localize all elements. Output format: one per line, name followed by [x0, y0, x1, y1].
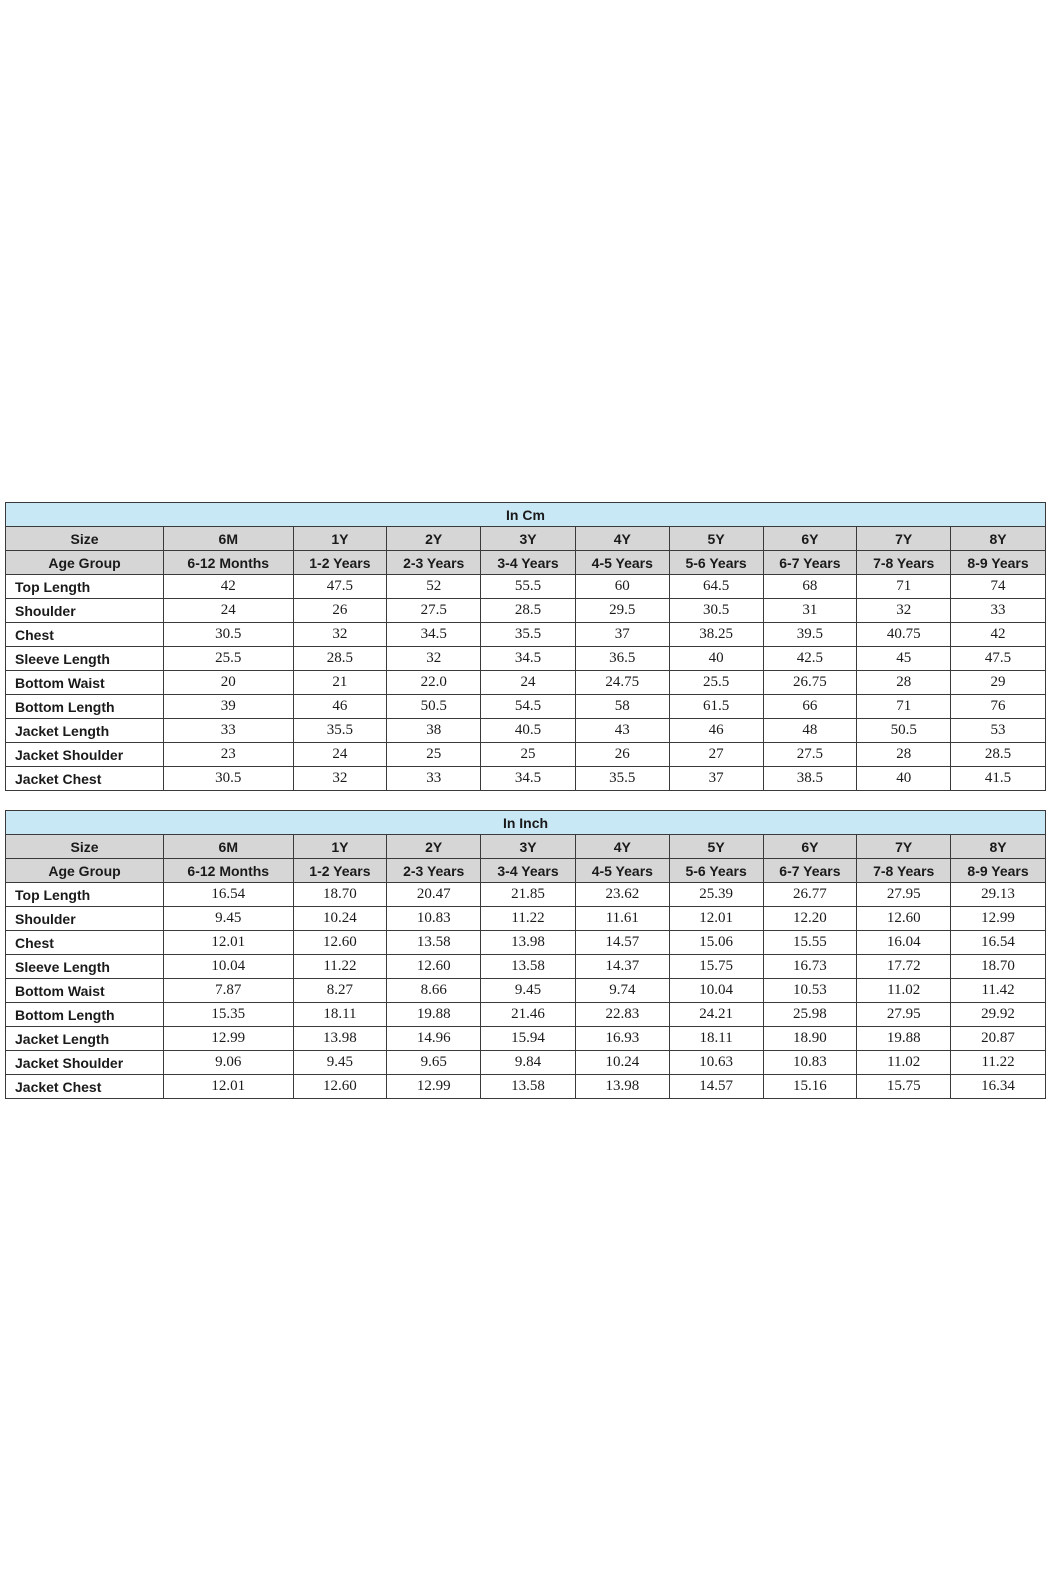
row-label: Chest: [6, 623, 164, 647]
table-cell: 38: [387, 719, 481, 743]
table-row: [6, 575, 1046, 599]
header-cell: 6Y: [763, 835, 857, 859]
table-row: [6, 695, 1046, 719]
table-cell: 60: [575, 575, 669, 599]
table-cell: 27: [669, 743, 763, 767]
table-cell: 26.77: [763, 883, 857, 907]
header-cell: 4Y: [575, 527, 669, 551]
table-cell: 74: [951, 575, 1046, 599]
table-cell: 15.94: [481, 1027, 576, 1051]
header-cell: 6M: [164, 835, 293, 859]
table-cell: 33: [387, 767, 481, 791]
table-cell: 37: [575, 623, 669, 647]
table-cell: 26: [293, 599, 387, 623]
table-cell: 10.04: [164, 955, 293, 979]
header-cell: 4Y: [575, 835, 669, 859]
table-cell: 9.84: [481, 1051, 576, 1075]
table-row: [6, 1027, 1046, 1051]
table-cell: 12.01: [164, 931, 293, 955]
table-cell: 28: [857, 743, 951, 767]
table-cell: 20.87: [951, 1027, 1046, 1051]
table-cell: 24: [481, 671, 576, 695]
table-row: [6, 1003, 1046, 1027]
table-cell: 31: [763, 599, 857, 623]
header-cell: 2-3 Years: [387, 859, 481, 883]
table-cell: 19.88: [857, 1027, 951, 1051]
table-cell: 11.22: [481, 907, 576, 931]
header-cell: 2Y: [387, 527, 481, 551]
header-cell: 5Y: [669, 527, 763, 551]
table-cell: 10.24: [575, 1051, 669, 1075]
table-cell: 16.54: [164, 883, 293, 907]
table-cell: 13.58: [481, 955, 576, 979]
table-cell: 15.16: [763, 1075, 857, 1099]
table-cell: 25.39: [669, 883, 763, 907]
table-cell: 13.98: [481, 931, 576, 955]
table-cell: 21: [293, 671, 387, 695]
table-cell: 10.83: [387, 907, 481, 931]
row-label: Age Group: [6, 859, 164, 883]
table-cell: 54.5: [481, 695, 576, 719]
table-cell: 42: [164, 575, 293, 599]
table-cell: 42: [951, 623, 1046, 647]
table-cell: 27.5: [387, 599, 481, 623]
table-cell: 29: [951, 671, 1046, 695]
table-cell: 76: [951, 695, 1046, 719]
table-cell: 11.02: [857, 979, 951, 1003]
table-cell: 25: [387, 743, 481, 767]
table-cell: 30.5: [164, 767, 293, 791]
table-cell: 18.70: [951, 955, 1046, 979]
row-label: Jacket Length: [6, 719, 164, 743]
header-cell: 5-6 Years: [669, 859, 763, 883]
table-cell: 26.75: [763, 671, 857, 695]
table-row: [6, 719, 1046, 743]
table-cell: 21.85: [481, 883, 576, 907]
table-cell: 40: [857, 767, 951, 791]
table-cell: 21.46: [481, 1003, 576, 1027]
table-row: [6, 1075, 1046, 1099]
row-label: Bottom Waist: [6, 671, 164, 695]
table-cell: 16.73: [763, 955, 857, 979]
header-cell: 6-7 Years: [763, 551, 857, 575]
table-cell: 24: [293, 743, 387, 767]
table-cell: 9.45: [293, 1051, 387, 1075]
header-cell: 7-8 Years: [857, 551, 951, 575]
table-cell: 50.5: [857, 719, 951, 743]
row-label: Chest: [6, 931, 164, 955]
table-cell: 25.98: [763, 1003, 857, 1027]
row-label: Shoulder: [6, 907, 164, 931]
table-cell: 12.60: [293, 1075, 387, 1099]
table-cell: 9.74: [575, 979, 669, 1003]
table-cell: 14.57: [669, 1075, 763, 1099]
table-cell: 18.90: [763, 1027, 857, 1051]
table-cell: 12.99: [387, 1075, 481, 1099]
table-cell: 29.5: [575, 599, 669, 623]
table-cell: 14.37: [575, 955, 669, 979]
table-cell: 68: [763, 575, 857, 599]
table-cell: 13.98: [575, 1075, 669, 1099]
header-cell: 1Y: [293, 527, 387, 551]
header-cell: 7Y: [857, 835, 951, 859]
table-cell: 46: [669, 719, 763, 743]
table-cell: 32: [387, 647, 481, 671]
table-cell: 16.93: [575, 1027, 669, 1051]
table-cell: 11.22: [293, 955, 387, 979]
header-row: [6, 859, 1046, 883]
table-cell: 41.5: [951, 767, 1046, 791]
header-cell: 7-8 Years: [857, 859, 951, 883]
table-cell: 15.55: [763, 931, 857, 955]
row-label: Shoulder: [6, 599, 164, 623]
table-cell: 12.60: [857, 907, 951, 931]
header-cell: 6-7 Years: [763, 859, 857, 883]
table-cell: 15.35: [164, 1003, 293, 1027]
header-cell: 5Y: [669, 835, 763, 859]
table-cell: 71: [857, 695, 951, 719]
table-cell: 10.04: [669, 979, 763, 1003]
table-cell: 40.75: [857, 623, 951, 647]
row-label: Size: [6, 835, 164, 859]
table-cell: 50.5: [387, 695, 481, 719]
table-cell: 28.5: [951, 743, 1046, 767]
header-cell: 3Y: [481, 527, 576, 551]
table-row: [6, 767, 1046, 791]
row-label: Top Length: [6, 575, 164, 599]
row-label: Bottom Waist: [6, 979, 164, 1003]
row-label: Jacket Shoulder: [6, 743, 164, 767]
table-cell: 45: [857, 647, 951, 671]
table-cell: 32: [293, 623, 387, 647]
table-cell: 53: [951, 719, 1046, 743]
table-cell: 27.95: [857, 1003, 951, 1027]
table-cell: 13.58: [481, 1075, 576, 1099]
row-label: Size: [6, 527, 164, 551]
table-row: [6, 599, 1046, 623]
table-row: [6, 883, 1046, 907]
table-cell: 48: [763, 719, 857, 743]
table-cell: 36.5: [575, 647, 669, 671]
table-cell: 13.58: [387, 931, 481, 955]
table-cell: 12.01: [669, 907, 763, 931]
table-cell: 12.01: [164, 1075, 293, 1099]
table-cell: 11.61: [575, 907, 669, 931]
header-cell: 2-3 Years: [387, 551, 481, 575]
header-cell: 1-2 Years: [293, 551, 387, 575]
table-row: [6, 647, 1046, 671]
table-cell: 52: [387, 575, 481, 599]
table-cell: 14.57: [575, 931, 669, 955]
table-cell: 9.45: [481, 979, 576, 1003]
table-cell: 23.62: [575, 883, 669, 907]
table-cell: 61.5: [669, 695, 763, 719]
table-row: [6, 743, 1046, 767]
table-cell: 66: [763, 695, 857, 719]
table-cell: 17.72: [857, 955, 951, 979]
header-cell: 3-4 Years: [481, 859, 576, 883]
table-cell: 24.75: [575, 671, 669, 695]
table-cell: 29.92: [951, 1003, 1046, 1027]
table-cell: 12.60: [293, 931, 387, 955]
table-cell: 38.25: [669, 623, 763, 647]
table-cell: 47.5: [951, 647, 1046, 671]
row-label: Jacket Chest: [6, 1075, 164, 1099]
table-cell: 39: [164, 695, 293, 719]
table-cell: 26: [575, 743, 669, 767]
table-cell: 24.21: [669, 1003, 763, 1027]
header-cell: 6M: [164, 527, 293, 551]
header-cell: 8-9 Years: [951, 859, 1046, 883]
table-title: In Cm: [6, 503, 1046, 527]
table-cell: 10.63: [669, 1051, 763, 1075]
table-row: [6, 955, 1046, 979]
row-label: Age Group: [6, 551, 164, 575]
size-chart-inch-table: [5, 810, 1046, 1099]
table-cell: 18.11: [293, 1003, 387, 1027]
header-cell: 6Y: [763, 527, 857, 551]
header-cell: 8-9 Years: [951, 551, 1046, 575]
header-row: [6, 551, 1046, 575]
header-cell: 8Y: [951, 527, 1046, 551]
table-cell: 11.22: [951, 1051, 1046, 1075]
table-row: [6, 931, 1046, 955]
table-cell: 46: [293, 695, 387, 719]
table-cell: 14.96: [387, 1027, 481, 1051]
row-label: Jacket Length: [6, 1027, 164, 1051]
table-cell: 10.53: [763, 979, 857, 1003]
table-cell: 33: [951, 599, 1046, 623]
table-cell: 32: [857, 599, 951, 623]
table-cell: 37: [669, 767, 763, 791]
table-cell: 42.5: [763, 647, 857, 671]
table-cell: 27.95: [857, 883, 951, 907]
table-row: [6, 623, 1046, 647]
table-cell: 15.06: [669, 931, 763, 955]
header-row: [6, 835, 1046, 859]
header-cell: 8Y: [951, 835, 1046, 859]
header-cell: 6-12 Months: [164, 859, 293, 883]
table-cell: 19.88: [387, 1003, 481, 1027]
table-cell: 15.75: [857, 1075, 951, 1099]
table-row: [6, 1051, 1046, 1075]
table-row: [6, 979, 1046, 1003]
table-cell: 11.42: [951, 979, 1046, 1003]
header-cell: 3-4 Years: [481, 551, 576, 575]
header-cell: 1Y: [293, 835, 387, 859]
table-cell: 12.60: [387, 955, 481, 979]
table-cell: 30.5: [669, 599, 763, 623]
table-cell: 20.47: [387, 883, 481, 907]
header-cell: 2Y: [387, 835, 481, 859]
table-cell: 40: [669, 647, 763, 671]
table-cell: 28: [857, 671, 951, 695]
size-chart-cm-table: [5, 502, 1046, 791]
table-cell: 55.5: [481, 575, 576, 599]
header-cell: 3Y: [481, 835, 576, 859]
table-cell: 71: [857, 575, 951, 599]
row-label: Bottom Length: [6, 695, 164, 719]
table-cell: 9.45: [164, 907, 293, 931]
table-cell: 10.24: [293, 907, 387, 931]
header-row: [6, 527, 1046, 551]
table-cell: 13.98: [293, 1027, 387, 1051]
header-cell: 7Y: [857, 527, 951, 551]
table-cell: 28.5: [293, 647, 387, 671]
row-label: Sleeve Length: [6, 647, 164, 671]
table-cell: 18.11: [669, 1027, 763, 1051]
header-cell: 4-5 Years: [575, 859, 669, 883]
table-cell: 22.0: [387, 671, 481, 695]
table-cell: 35.5: [575, 767, 669, 791]
table-title: In Inch: [6, 811, 1046, 835]
table-cell: 47.5: [293, 575, 387, 599]
table-cell: 39.5: [763, 623, 857, 647]
table-cell: 18.70: [293, 883, 387, 907]
table-cell: 30.5: [164, 623, 293, 647]
table-cell: 16.54: [951, 931, 1046, 955]
table-cell: 12.99: [951, 907, 1046, 931]
table-cell: 34.5: [387, 623, 481, 647]
table-cell: 25.5: [164, 647, 293, 671]
table-cell: 22.83: [575, 1003, 669, 1027]
table-row: [6, 671, 1046, 695]
table-cell: 29.13: [951, 883, 1046, 907]
table-cell: 32: [293, 767, 387, 791]
table-cell: 27.5: [763, 743, 857, 767]
header-cell: 5-6 Years: [669, 551, 763, 575]
table-cell: 9.06: [164, 1051, 293, 1075]
row-label: Jacket Shoulder: [6, 1051, 164, 1075]
row-label: Jacket Chest: [6, 767, 164, 791]
table-cell: 12.99: [164, 1027, 293, 1051]
table-cell: 28.5: [481, 599, 576, 623]
table-cell: 16.34: [951, 1075, 1046, 1099]
table-cell: 12.20: [763, 907, 857, 931]
header-cell: 6-12 Months: [164, 551, 293, 575]
table-cell: 34.5: [481, 767, 576, 791]
table-cell: 20: [164, 671, 293, 695]
table-cell: 38.5: [763, 767, 857, 791]
header-cell: 4-5 Years: [575, 551, 669, 575]
table-cell: 58: [575, 695, 669, 719]
table-cell: 35.5: [481, 623, 576, 647]
row-label: Top Length: [6, 883, 164, 907]
header-cell: 1-2 Years: [293, 859, 387, 883]
table-cell: 16.04: [857, 931, 951, 955]
table-cell: 64.5: [669, 575, 763, 599]
table-cell: 10.83: [763, 1051, 857, 1075]
table-cell: 40.5: [481, 719, 576, 743]
table-cell: 15.75: [669, 955, 763, 979]
table-cell: 25.5: [669, 671, 763, 695]
table-cell: 43: [575, 719, 669, 743]
table-cell: 24: [164, 599, 293, 623]
table-cell: 8.66: [387, 979, 481, 1003]
table-cell: 9.65: [387, 1051, 481, 1075]
table-cell: 34.5: [481, 647, 576, 671]
table-cell: 33: [164, 719, 293, 743]
table-cell: 23: [164, 743, 293, 767]
row-label: Bottom Length: [6, 1003, 164, 1027]
row-label: Sleeve Length: [6, 955, 164, 979]
table-cell: 11.02: [857, 1051, 951, 1075]
table-row: [6, 907, 1046, 931]
table-cell: 7.87: [164, 979, 293, 1003]
table-cell: 25: [481, 743, 576, 767]
table-cell: 8.27: [293, 979, 387, 1003]
table-cell: 35.5: [293, 719, 387, 743]
